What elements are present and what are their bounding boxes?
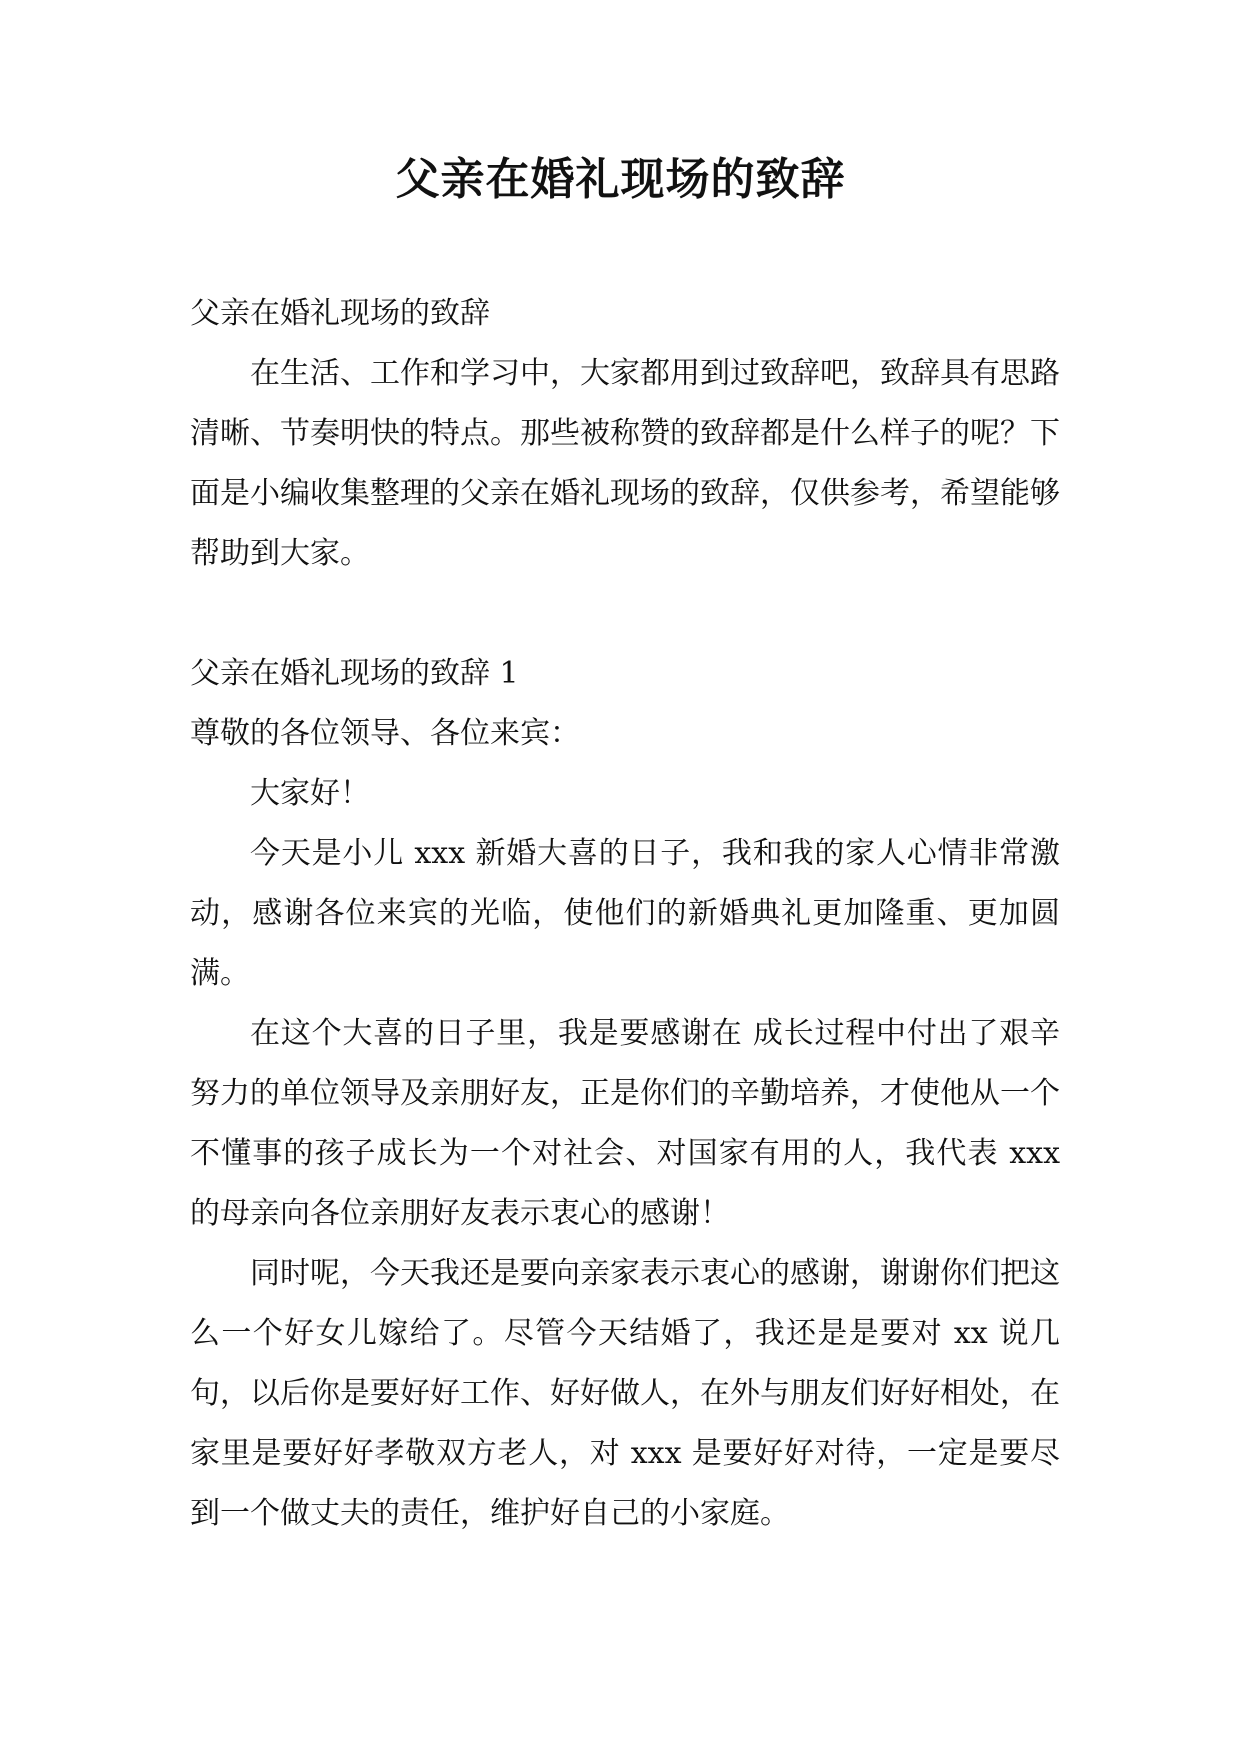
salutation: 尊敬的各位领导、各位来宾： xyxy=(190,716,580,751)
speech-paragraph: 今天是小儿 xxx 新婚大喜的日子，我和我的家人心情非常激动，感谢各位来宾的光临，使他们的新婚典礼更加隆重、更加圆满。 xyxy=(190,836,1060,991)
document-body xyxy=(190,284,1060,1544)
speech-paragraph: 同时呢，今天我还是要向亲家表示衷心的感谢，谢谢你们把这么一个好女儿嫁给了。尽管今天结婚了，我还是是要对 xx 说几句，以后你是要好好工作、好好做人，在外与朋友们好好相处，在家里是要好好孝敬双方老人，对 xxx 是要好好对待，一定是要尽到一个做丈夫的责任，维护好自己的小家庭。 xyxy=(190,1256,1060,1531)
section-heading-intro: 父亲在婚礼现场的致辞 xyxy=(190,296,490,331)
speech-paragraph: 在这个大喜的日子里，我是要感谢在 成长过程中付出了艰辛努力的单位领导及亲朋好友，正是你们的辛勤培养，才使他从一个不懂事的孩子成长为一个对社会、对国家有用的人，我代表 xxx 的母亲向各位亲朋好友表示衷心的感谢！ xyxy=(190,1016,1060,1231)
section-heading-speech-1: 父亲在婚礼现场的致辞 1 xyxy=(190,656,519,691)
greeting: 大家好！ xyxy=(250,776,370,811)
document-title: 父亲在婚礼现场的致辞 xyxy=(395,154,846,205)
intro-paragraph: 在生活、工作和学习中，大家都用到过致辞吧，致辞具有思路清晰、节奏明快的特点。那些被称赞的致辞都是什么样子的呢？下面是小编收集整理的父亲在婚礼现场的致辞，仅供参考，希望能够帮助到大家。 xyxy=(190,356,1060,571)
